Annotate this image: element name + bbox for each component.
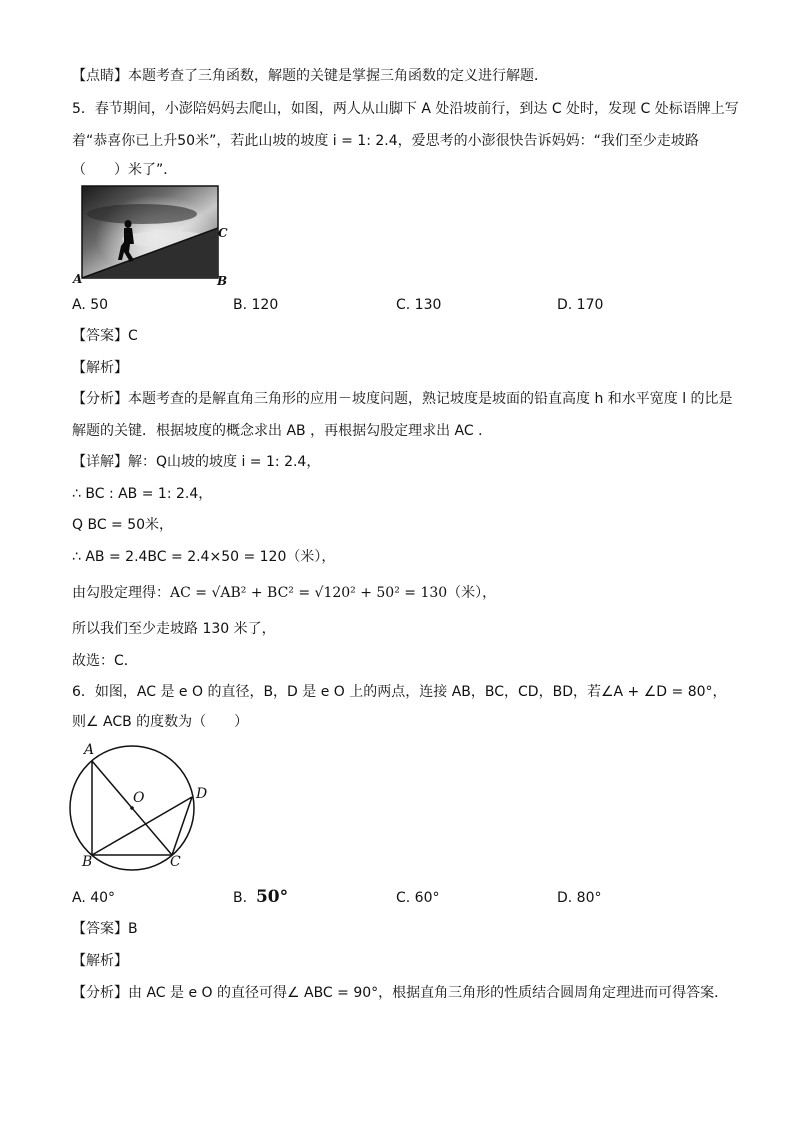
q5-option-c: C. 130: [396, 297, 442, 313]
q5-fig-label-b: B: [217, 274, 228, 288]
q5-detail-line6: 所以我们至少走坡路 130 米了，: [72, 621, 276, 637]
note-line: [72, 66, 548, 86]
q5-detail-line5: [72, 583, 496, 603]
q6-fig-label-d: D: [196, 786, 208, 802]
q5-option-b: B. 120: [233, 297, 279, 313]
q5-analysis-tag: 【解析】: [72, 360, 128, 376]
q5-line2: 着“恭喜你已上升50米”，若此山坡的坡度 i = 1: 2.4，爱思考的小澎很快告诉妈妈：“我们至少走坡路: [72, 133, 699, 149]
q5-line3: （ ）米了”．: [72, 162, 178, 178]
q6-option-a: A. 40°: [72, 890, 116, 906]
q5-fig-label-c: C: [218, 226, 228, 240]
q5-fenxi-text1: 本题考查的是解直角三角形的应用－坡度问题，熟记坡度是坡面的铅直高度 h 和水平宽度 l 的比是: [128, 391, 733, 407]
slope-figure: [72, 184, 222, 288]
q6-answer-tag: 【答案】: [72, 921, 128, 937]
q5-detail-text1: 解：Q山坡的坡度 i = 1: 2.4，: [128, 454, 321, 470]
q6-fenxi-tag: 【分析】: [72, 985, 128, 1001]
q5-slope-photo: [72, 184, 228, 288]
q6-fenxi-line1: [72, 983, 728, 1003]
q5-detail-line2: ∴ BC : AB = 1: 2.4，: [72, 486, 213, 502]
q5-fenxi-line2: 解题的关键．根据坡度的概念求出 AB ，再根据勾股定理求出 AC ．: [72, 423, 493, 439]
q6-fig-label-o: O: [133, 790, 145, 806]
q5-detail-line3: Q BC = 50米，: [72, 517, 174, 533]
q5-fenxi-tag: 【分析】: [72, 391, 128, 407]
q5-fig-label-a: A: [73, 272, 83, 286]
q6-fenxi-text1: 由 AC 是 e O 的直径可得∠ ABC = 90°，根据直角三角形的性质结合圆周角定理进而可得答案．: [128, 985, 729, 1001]
q5-detail5-prefix: 由勾股定理得：: [72, 585, 170, 601]
q5-detail-line1: [72, 452, 320, 472]
q6-option-b-value: 50°: [255, 887, 289, 907]
q6-answer: B: [128, 921, 138, 937]
note-text: 本题考查了三角函数，解题的关键是掌握三角函数的定义进行解题．: [128, 68, 548, 84]
q6-option-d: D. 80°: [557, 890, 602, 906]
q6-fig-label-b: B: [82, 854, 93, 870]
q6-answer-line: [72, 919, 138, 939]
q5-detail-line4: ∴ AB = 2.4BC = 2.4×50 = 120（米），: [72, 549, 336, 565]
q5-answer-tag: 【答案】: [72, 328, 128, 344]
q5-option-d: D. 170: [557, 297, 604, 313]
q5-fenxi-line1: [72, 389, 733, 409]
q6-option-b: [233, 887, 288, 908]
q6-circle-figure: [62, 742, 222, 878]
note-title: 【点睛】: [72, 68, 128, 84]
q5-option-a: A. 50: [72, 297, 109, 313]
q5-detail-tag: 【详解】: [72, 454, 128, 470]
q6-option-b-prefix: B.: [233, 890, 248, 906]
q6-line2: 则∠ ACB 的度数为（ ）: [72, 714, 249, 730]
q6-fig-label-c: C: [170, 854, 181, 870]
q6-line1: 6．如图，AC 是 e O 的直径，B，D 是 e O 上的两点，连接 AB，BC，CD，BD，若∠A + ∠D = 80°，: [72, 684, 727, 700]
q5-detail5-formula: AC = √AB² + BC² = √120² + 50² = 130（米），: [170, 585, 497, 601]
q5-line1: 5．春节期间，小澎陪妈妈去爬山，如图，两人从山脚下 A 处沿坡前行，到达 C 处时，发现 C 处标语牌上写: [72, 101, 739, 117]
q6-option-c: C. 60°: [396, 890, 440, 906]
q5-detail-line7: 故选：C．: [72, 653, 138, 669]
q5-answer: C: [128, 328, 138, 344]
q6-fig-label-a: A: [84, 742, 95, 758]
q6-analysis-tag: 【解析】: [72, 953, 128, 969]
q5-answer-line: [72, 326, 138, 346]
